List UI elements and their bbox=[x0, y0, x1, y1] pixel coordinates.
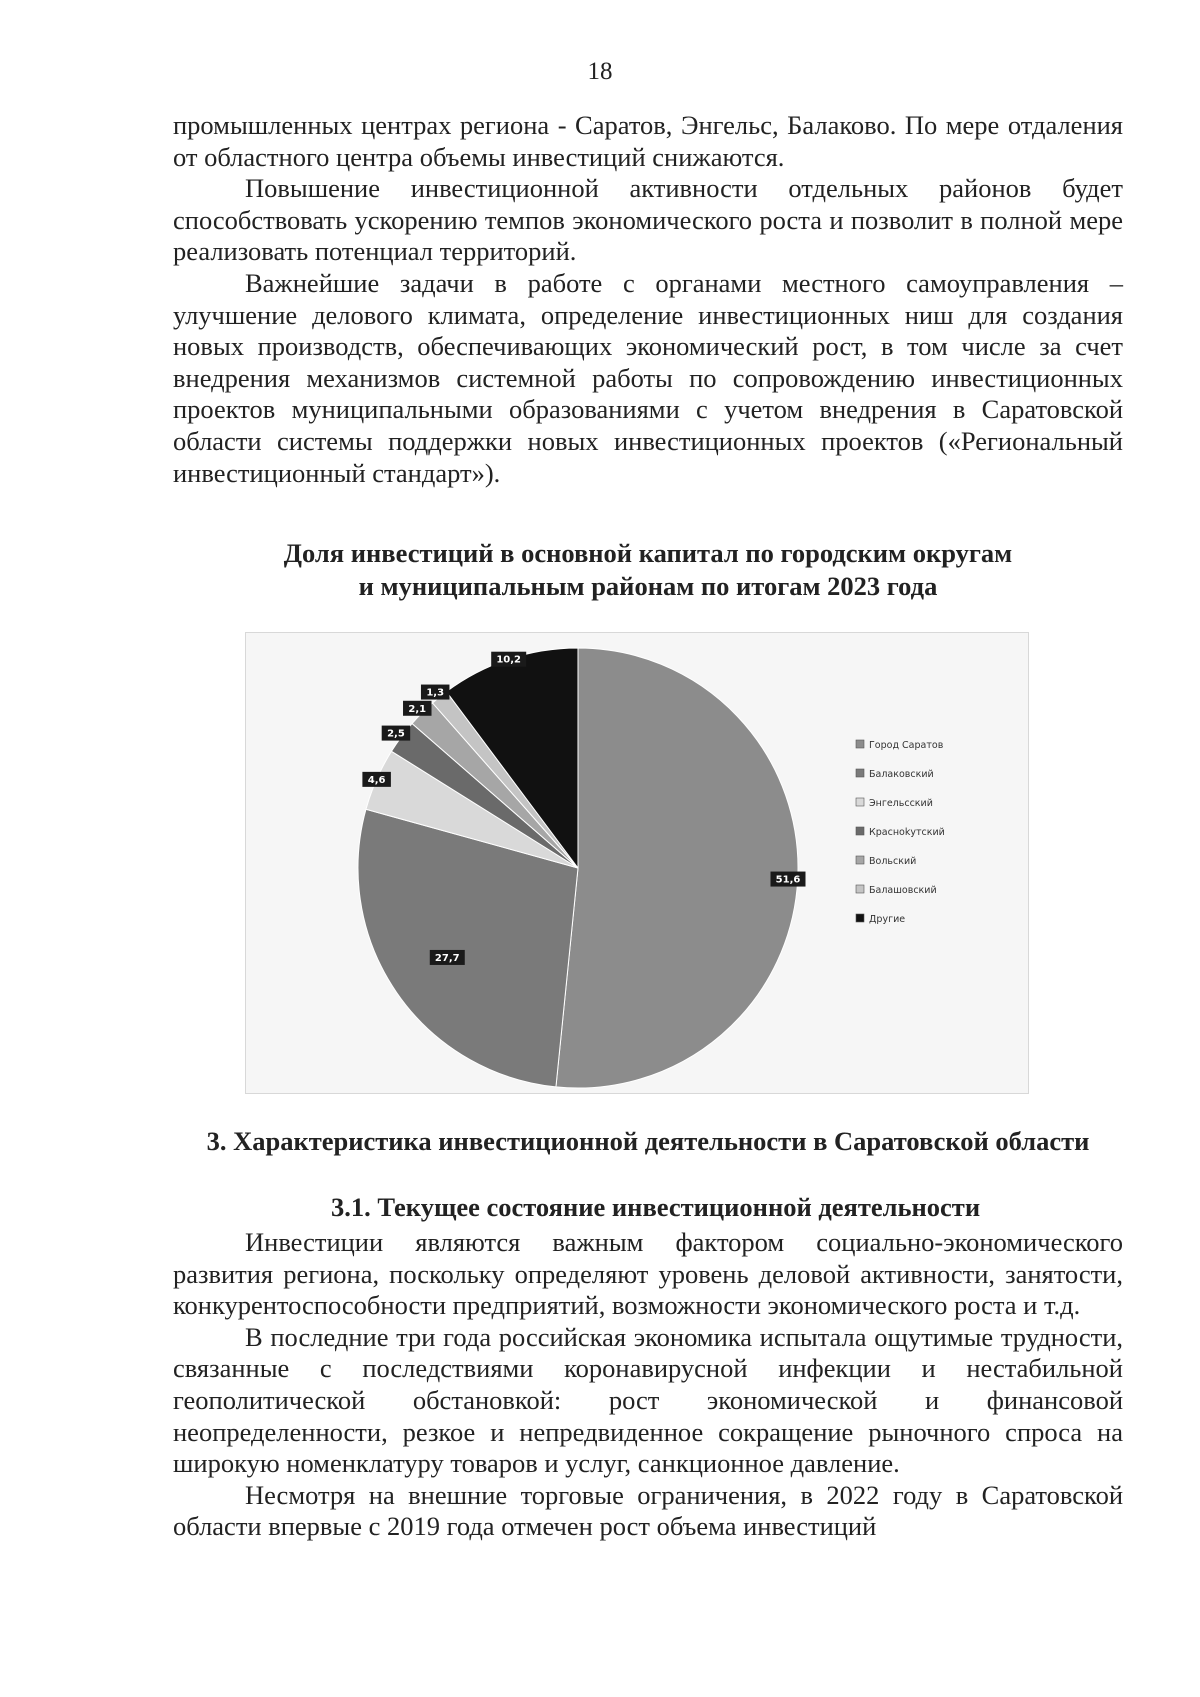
paragraph: В последние три года российская экономика испытала ощутимые трудности, связанные с последствиями коронавирусной инфекции и нестабильной геополитической обстановкой: рост экономической и финансовой неопределенности, резкое и непредвиденное сокращение рыночного спроса на широкую номенклатуру товаров и услуг, санкционное давление. bbox=[173, 1321, 1123, 1479]
legend-label: Балашовский bbox=[869, 885, 937, 896]
chart-title bbox=[173, 537, 1123, 603]
data-label bbox=[403, 701, 432, 716]
data-label-text: 1,3 bbox=[426, 687, 445, 699]
chart-legend bbox=[856, 740, 945, 925]
data-label bbox=[430, 950, 465, 965]
legend-swatch bbox=[856, 769, 864, 777]
legend-swatch bbox=[856, 885, 864, 893]
pie-slice bbox=[556, 648, 798, 1088]
text-block-bottom bbox=[173, 1227, 1123, 1543]
legend-item bbox=[856, 769, 934, 780]
legend-label: Красноkутский bbox=[869, 827, 945, 838]
legend-item bbox=[856, 740, 944, 751]
legend-item bbox=[856, 914, 905, 925]
data-label bbox=[382, 726, 411, 741]
data-label bbox=[491, 652, 526, 667]
legend-label: Город Саратов bbox=[869, 740, 944, 751]
pie-chart bbox=[245, 632, 1029, 1094]
legend-label: Другие bbox=[869, 914, 906, 925]
data-label bbox=[421, 685, 450, 700]
data-label-text: 4,6 bbox=[367, 774, 386, 786]
subsection-heading: 3.1. Текущее состояние инвестиционной деятельности bbox=[331, 1192, 981, 1222]
legend-label: Энгельсский bbox=[869, 798, 933, 809]
chart-title-line: Доля инвестиций в основной капитал по городским округам bbox=[283, 538, 1013, 568]
legend-item bbox=[856, 827, 945, 838]
chart-title-line: и муниципальным районам по итогам 2023 года bbox=[358, 571, 938, 601]
legend-label: Вольский bbox=[869, 856, 917, 867]
legend-swatch bbox=[856, 827, 864, 835]
legend-swatch bbox=[856, 798, 864, 806]
paragraph: Повышение инвестиционной активности отдельных районов будет способствовать ускорению темпов экономического роста и позволит в полной мере реализовать потенциал территорий. bbox=[173, 173, 1123, 267]
legend-label: Балаковский bbox=[869, 769, 934, 780]
page-number: 18 bbox=[587, 58, 613, 85]
paragraph: промышленных центрах региона - Саратов, Энгельс, Балаково. По мере отдаления от областного центра объемы инвестиций снижаются. bbox=[173, 110, 1123, 172]
legend-swatch bbox=[856, 914, 864, 922]
data-label bbox=[771, 872, 806, 887]
section-heading: 3. Характеристика инвестиционной деятельности в Саратовской области bbox=[206, 1126, 1090, 1156]
data-label-text: 51,6 bbox=[775, 874, 801, 886]
legend-swatch bbox=[856, 856, 864, 864]
data-label-text: 2,1 bbox=[408, 703, 427, 715]
text-block-top bbox=[173, 110, 1123, 489]
paragraph: Инвестиции являются важным фактором социально-экономического развития региона, поскольку определяют уровень деловой активности, занятости, конкурентоспособности предприятий, возможности экономического роста и т.д. bbox=[173, 1227, 1123, 1321]
pie-chart-svg bbox=[246, 633, 1030, 1095]
legend-item bbox=[856, 856, 916, 867]
data-label-text: 10,2 bbox=[496, 654, 522, 666]
data-label-text: 2,5 bbox=[387, 728, 405, 740]
data-label bbox=[362, 772, 391, 787]
legend-swatch bbox=[856, 740, 864, 748]
legend-item bbox=[856, 798, 933, 809]
legend-item bbox=[856, 885, 937, 896]
paragraph: Несмотря на внешние торговые ограничения, в 2022 году в Саратовской области впервые с 2019 года отмечен рост объема инвестиций bbox=[173, 1479, 1123, 1542]
data-label-text: 27,7 bbox=[434, 952, 460, 964]
paragraph: Важнейшие задачи в работе с органами местного самоуправления – улучшение делового климата, определение инвестиционных ниш для создания новых производств, обеспечивающих экономический рост, в том числе за счет внедрения механизмов системной работы по сопровождению инвестиционных проектов муниципальными образованиями с учетом внедрения в Саратовской области системы поддержки новых инвестиционных проектов («Региональный инвестиционный стандарт»). bbox=[173, 267, 1123, 488]
